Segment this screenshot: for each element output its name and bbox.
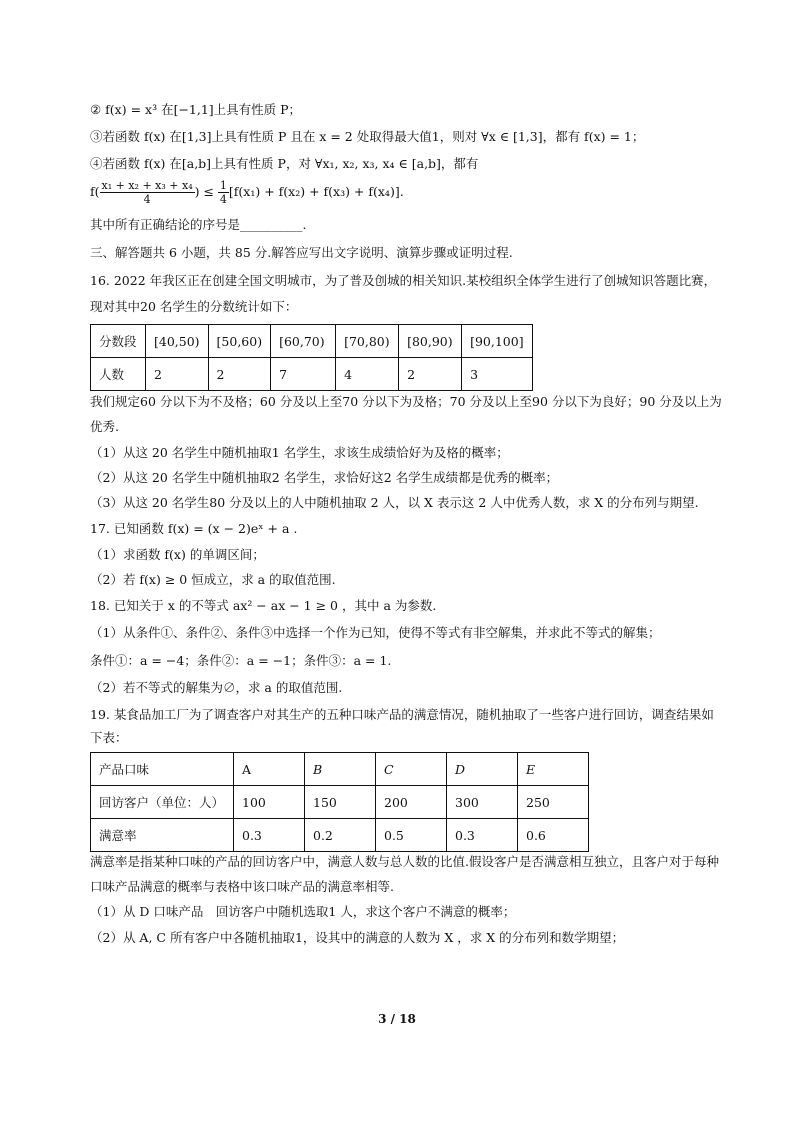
fraction-numerator: x₁ + x₂ + x₃ + x₄: [101, 179, 193, 192]
q17-stem: 17. 已知函数 f(x) = (x − 2)eˣ + a .: [90, 521, 298, 536]
table-cell: 4: [336, 358, 399, 391]
table-cell: 产品口味: [91, 753, 234, 786]
table-cell: [40,50): [146, 325, 209, 358]
quarter-denominator: 4: [219, 193, 227, 206]
formula-le: ) ≤: [194, 184, 214, 199]
q19-stem-2: 下表：: [90, 730, 128, 745]
table-cell: [80,90): [399, 325, 462, 358]
fraction-denominator: 4: [143, 193, 151, 206]
table-cell: 200: [376, 786, 447, 819]
formula-f: f(: [90, 184, 100, 199]
table-cell: E: [518, 753, 589, 786]
q17-sub-2: （2）若 f(x) ≥ 0 恒成立，求 a 的取值范围.: [90, 572, 336, 587]
page-number: 3 / 18: [378, 1012, 416, 1026]
statement-2: ② f(x) = x³ 在[−1,1]上具有性质 P；: [90, 102, 302, 117]
q18-sub-1: （1）从条件①、条件②、条件③中选择一个作为已知，使得不等式有非空解集，并求此不等式的解集；: [90, 625, 661, 640]
table-cell: 0.5: [376, 819, 447, 852]
q16-sub-2: （2）从这 20 名学生中随机抽取2 名学生，求恰好这2 名学生成绩都是优秀的概率；: [90, 470, 559, 485]
statement-4: ④若函数 f(x) 在[a,b]上具有性质 P，对 ∀x₁, x₂, x₃, x₄ ∈ [a,b]，都有: [90, 156, 479, 171]
table-cell: 100: [234, 786, 305, 819]
q16-score-table: [90, 324, 533, 391]
q19-sub-2: （2）从 A, C 所有客户中各随机抽取1，设其中的满意的人数为 X ，求 X 的分布列和数学期望；: [90, 930, 625, 945]
table-cell: 3: [462, 358, 533, 391]
table-cell: A: [234, 753, 305, 786]
table-cell: 0.3: [234, 819, 305, 852]
statement-3: ③若函数 f(x) 在[1,3]上具有性质 P 且在 x = 2 处取得最大值1，则对 ∀x ∈ [1,3]，都有 f(x) = 1；: [90, 129, 645, 144]
table-cell: 0.3: [447, 819, 518, 852]
table-cell: 2: [399, 358, 462, 391]
table-cell: [70,80): [336, 325, 399, 358]
quarter-numerator: 1: [219, 179, 227, 192]
table-row: [91, 325, 533, 358]
table-row: [91, 753, 589, 786]
quarter-fraction: [218, 179, 229, 206]
q18-conditions: 条件①：a = −4；条件②：a = −1；条件③：a = 1.: [90, 653, 392, 668]
table-cell: [90,100]: [462, 325, 533, 358]
q19-sub-1: （1）从 D 口味产品 回访客户中随机选取1 人，求这个客户不满意的概率；: [90, 904, 516, 919]
average-fraction: [100, 179, 195, 206]
q16-sub-1: （1）从这 20 名学生中随机抽取1 名学生，求该生成绩恰好为及格的概率；: [90, 445, 509, 460]
table-cell: 7: [271, 358, 336, 391]
table-cell: B: [305, 753, 376, 786]
table-cell: 0.6: [518, 819, 589, 852]
q19-stem-1: 19. 某食品加工厂为了调查客户对其生产的五种口味产品的满意情况，随机抽取了一些客户进行回访，调查结果如: [90, 707, 714, 722]
q16-stem-2: 现对其中20 名学生的分数统计如下：: [90, 299, 298, 314]
q18-stem: 18. 已知关于 x 的不等式 ax² − ax − 1 ≥ 0 ，其中 a 为参数.: [90, 598, 437, 613]
section-3-heading: 三、解答题共 6 小题，共 85 分.解答应写出文字说明、演算步骤或证明过程.: [90, 245, 513, 260]
table-cell: 150: [305, 786, 376, 819]
q16-rule-1: 我们规定60 分以下为不及格；60 分及以上至70 分以下为及格；70 分及以上至90 分以下为良好；90 分及以上为: [90, 394, 722, 409]
table-row: [91, 786, 589, 819]
inequality-formula: [90, 179, 404, 206]
table-cell: 人数: [91, 358, 146, 391]
q16-rule-2: 优秀.: [90, 419, 119, 434]
table-cell: C: [376, 753, 447, 786]
q19-def-1: 满意率是指某种口味的产品的回访客户中，满意人数与总人数的比值.假设客户是否满意相互独立，且客户对于每种: [90, 854, 719, 869]
q19-satisfaction-table: [90, 752, 589, 852]
table-cell: 回访客户（单位：人）: [91, 786, 234, 819]
formula-tail: [f(x₁) + f(x₂) + f(x₃) + f(x₄)].: [228, 184, 404, 199]
table-cell: 分数段: [91, 325, 146, 358]
q16-stem-1: 16. 2022 年我区正在创建全国文明城市，为了普及创城的相关知识.某校组织全体学生进行了创城知识答题比赛，: [90, 273, 717, 288]
table-cell: 2: [208, 358, 271, 391]
q15-ask: 其中所有正确结论的序号是__________.: [90, 217, 307, 232]
table-cell: 2: [146, 358, 209, 391]
table-cell: 满意率: [91, 819, 234, 852]
q17-sub-1: （1）求函数 f(x) 的单调区间；: [90, 547, 265, 562]
table-row: [91, 358, 533, 391]
q16-sub-3: （3）从这 20 名学生80 分及以上的人中随机抽取 2 人，以 X 表示这 2 人中优秀人数，求 X 的分布列与期望.: [90, 495, 699, 510]
q18-sub-2: （2）若不等式的解集为∅，求 a 的取值范围.: [90, 680, 343, 695]
table-cell: 0.2: [305, 819, 376, 852]
table-row: [91, 819, 589, 852]
table-cell: 300: [447, 786, 518, 819]
table-cell: D: [447, 753, 518, 786]
table-cell: [60,70): [271, 325, 336, 358]
table-cell: [50,60): [208, 325, 271, 358]
table-cell: 250: [518, 786, 589, 819]
q19-def-2: 口味产品满意的概率与表格中该口味产品的满意率相等.: [90, 879, 394, 894]
